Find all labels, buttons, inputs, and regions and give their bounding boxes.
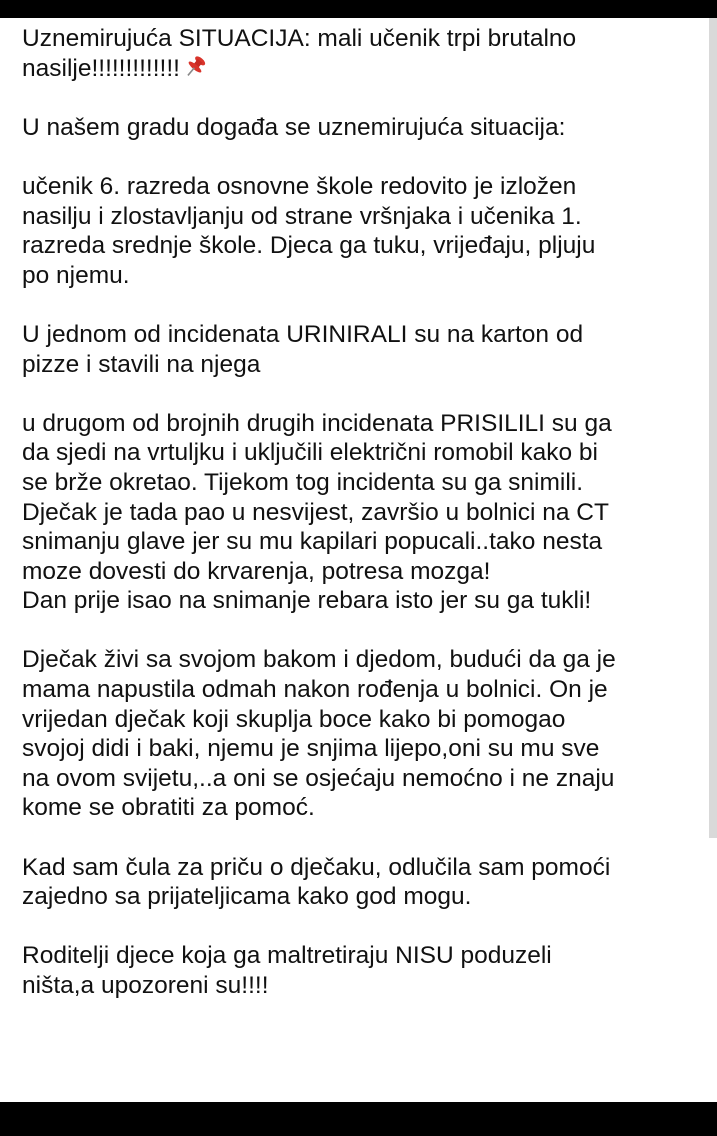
scrollbar[interactable]	[709, 18, 717, 838]
post-title-line-2: nasilje!!!!!!!!!!!!!	[22, 54, 180, 82]
post-title-line-1: Uznemirujuća SITUACIJA: mali učenik trpi brutalno	[22, 25, 577, 52]
paragraph-family: Dječak živi sa svojom bakom i djedom, budući da ga je mama napustila odmah nakon rođenja u bolnici. On je vrijedan dječak koji skuplja boce kako bi pomogao svojoj didi i baki, njemu je snjima lijepo,oni su mu sve na ovom svijetu,..a oni se osjećaju nemoćno i ne znaju kome se obratiti za pomoć.	[22, 646, 616, 822]
paragraph-pizza-incident: U jednom od incidenata URINIRALI su na karton od pizze i stavili na njega	[22, 320, 584, 378]
paragraph-help: Kad sam čula za priču o dječaku, odlučila sam pomoći zajedno sa prijateljicama kako god mogu.	[22, 853, 611, 911]
paragraph-carousel-incident: u drugom od brojnih drugih incidenata PRISILILI su ga da sjedi na vrtuljku i uključili električni romobil kako bi se brže okretao. Tijekom tog incidenta su ga snimili. Dječak je tada pao u nesvijest, završio u bolnici na CT snimanju glave jer su mu kapilari popucali..tako nesta moze dovesti do krvarenja, potresa mozga! Dan prije isao na snimanje rebara isto jer su ga tukli!	[22, 409, 612, 615]
paragraph-parents: Roditelji djece koja ga maltretiraju NISU poduzeli ništa,a upozoreni su!!!!	[22, 942, 552, 999]
post-title	[22, 24, 702, 83]
post-paragraphs	[22, 113, 702, 1001]
paragraph-student-abuse: učenik 6. razreda osnovne škole redovito je izložen nasilju i zlostavljanju od strane vršnjaka i učenika 1. razreda srednje škole. Djeca ga tuku, vrijeđaju, pljuju po njemu.	[22, 172, 596, 289]
post-body	[22, 24, 702, 1030]
pushpin-icon	[180, 55, 210, 79]
paragraph-intro: U našem gradu događa se uznemirujuća situacija:	[22, 113, 566, 141]
bottom-black-bar	[0, 1102, 717, 1136]
post-text-area	[0, 18, 717, 1102]
top-black-bar	[0, 0, 717, 18]
